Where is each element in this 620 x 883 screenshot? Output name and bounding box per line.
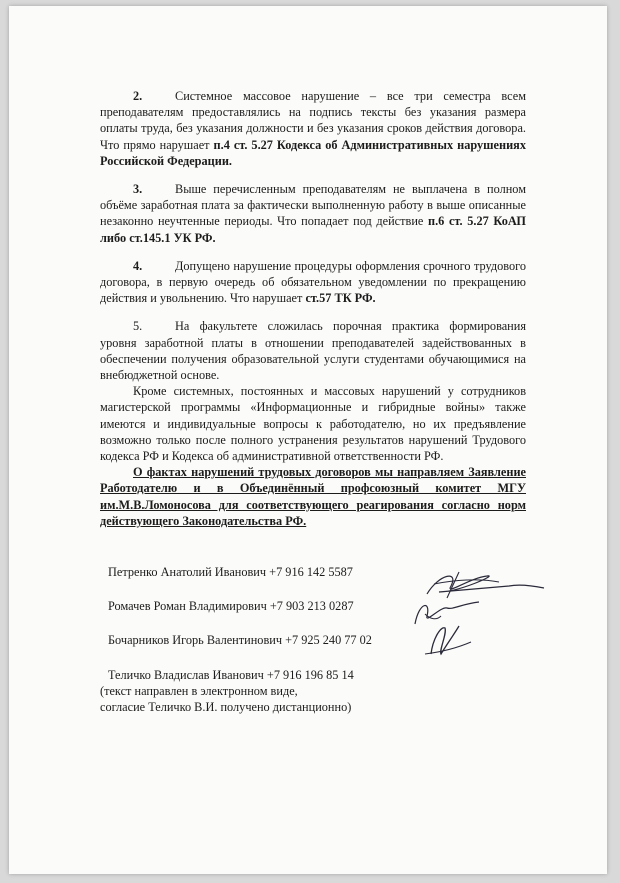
paragraph-text: Системное массовое нарушение – все три семестра всем преподавателям предоставлялись на подпись тексты без указания размера оплаты труда, без указания должности и без указания сроков действия договора. Что прямо нарушает xyxy=(100,89,526,152)
signer-petrenko: Петренко Анатолий Иванович +7 916 142 5587 xyxy=(108,565,353,579)
signer-bocharnikov: Бочарников Игорь Валентинович +7 925 240 77 02 xyxy=(108,633,372,648)
paragraph-number: 5. xyxy=(133,319,143,334)
paragraph-number: 3. xyxy=(133,182,143,197)
paragraph-bold-text: ст.57 ТК РФ. xyxy=(305,291,376,306)
statement-paragraph xyxy=(100,464,526,529)
note-line-2: согласие Теличко В.И. получено дистанционно) xyxy=(100,700,352,715)
document-page xyxy=(9,6,607,874)
paragraph-bold-text: п.6 ст. 5.27 КоАП либо ст.145.1 УК РФ. xyxy=(100,214,526,245)
signer-romachev: Ромачев Роман Владимирович +7 903 213 0287 xyxy=(108,599,354,614)
paragraph-number: 2. xyxy=(133,89,143,103)
paragraph-text: На факультете сложилась порочная практика формирования уровня заработной платы в отношении преподавателей задействованных в обеспечении получения образовательной услуги студентами обучающимися на внебюджетной основе. xyxy=(100,319,526,383)
closing-paragraph: Кроме системных, постоянных и массовых нарушений у сотрудников магистерской программы «Информационные и гибридные войны» также имеются и индивидуальные вопросы к работодателю, но их предъявление возможно только после полного устранения результатов нарушений Трудового кодекса РФ и Кодекса об административной ответственности РФ. xyxy=(100,384,526,464)
signer-telichko: Теличко Владислав Иванович +7 916 196 85 14 xyxy=(108,667,354,682)
paragraph-text: Выше перечисленным преподавателям не выплачена в полном объёме заработная плата за фактически выполненную работу в выше описанные незаконно неучтенные периоды. Что попадает под действие xyxy=(100,182,526,229)
paragraph-3 xyxy=(100,181,526,246)
paragraph-4 xyxy=(100,258,526,307)
document-body xyxy=(100,88,526,529)
paragraph-5 xyxy=(100,318,526,383)
paragraph-text: Допущено нарушение процедуры оформления срочного трудового договора, в первую очередь об обязательном уведомлении по прекращению действия и увольнению. Что нарушает xyxy=(100,258,526,306)
paragraph-number: 4. xyxy=(133,258,143,273)
signature-bocharnikov-icon xyxy=(411,620,481,660)
paragraph-bold-text: п.4 ст. 5.27 Кодекса об Административных нарушениях Российской Федерации. xyxy=(100,137,526,168)
note-line-1: (текст направлен в электронном виде, xyxy=(100,683,298,698)
paragraph-2 xyxy=(100,88,526,169)
statement-text: О фактах нарушений трудовых договоров мы направляем Заявление Работодателю и в Объединённый профсоюзный комитет МГУ им.М.В.Ломоносова для соответствующего реагирования согласно норм действующего Законодательства РФ. xyxy=(100,465,526,528)
signers-block xyxy=(100,564,428,715)
